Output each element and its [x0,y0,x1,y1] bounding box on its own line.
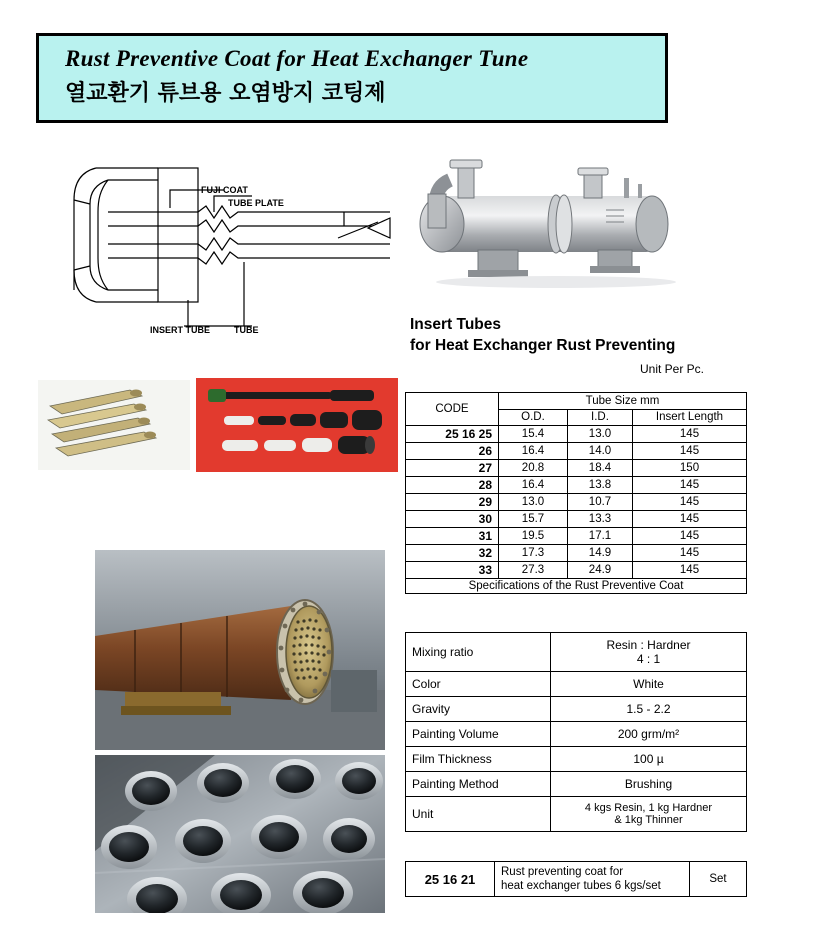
cell-id: 13.3 [568,511,633,528]
spec-caption: Specifications of the Rust Preventive Coat [406,579,747,594]
table-row [406,494,747,511]
photo-tube-bundle [95,550,385,750]
cell-length: 145 [633,511,747,528]
spec-value: White [551,672,747,697]
header-od: O.D. [499,409,568,426]
header-code: CODE [406,393,499,426]
cell-length: 145 [633,562,747,579]
cell-length: 145 [633,528,747,545]
cell-id: 14.9 [568,545,633,562]
table-caption-row [406,579,747,594]
cell-code: 29 [406,494,499,511]
cell-id: 10.7 [568,494,633,511]
title-banner [36,33,668,123]
page-title-korean: 열교환기 튜브용 오염방지 코팅제 [65,81,386,106]
table-row [406,772,747,797]
cell-length: 150 [633,460,747,477]
cell-od: 16.4 [499,443,568,460]
spec-value: 1.5 - 2.2 [551,697,747,722]
table-header-row [406,393,747,410]
order-description-line1: Rust preventing coat for [501,866,624,878]
spec-value [551,797,747,832]
order-code-table [405,861,747,897]
cell-id: 13.0 [568,426,633,443]
spec-value-line2: 4 : 1 [636,652,661,666]
table-row [406,862,747,897]
cell-od: 19.5 [499,528,568,545]
spec-key: Painting Method [406,772,551,797]
table-row [406,460,747,477]
diagram-label-tube: TUBE [234,325,259,335]
diagram-label-fuji-coat: FUJI COAT [201,185,248,195]
table-row [406,545,747,562]
photo-insert-tubes-samples [38,380,190,470]
order-description [495,862,690,897]
cell-code: 31 [406,528,499,545]
photo-tube-set-on-red [196,378,398,472]
cell-length: 145 [633,545,747,562]
cell-id: 17.1 [568,528,633,545]
spec-value-line1: 4 kgs Resin, 1 kg Hardner [584,802,713,814]
photo-heat-exchanger-vessel [406,150,701,305]
cell-length: 145 [633,443,747,460]
unit-per-pc-label: Unit Per Pc. [640,362,705,376]
spec-key: Unit [406,797,551,832]
cell-id: 14.0 [568,443,633,460]
photo-tube-sheet-closeup [95,755,385,913]
table-row [406,722,747,747]
table-row [406,697,747,722]
spec-key: Color [406,672,551,697]
cell-od: 13.0 [499,494,568,511]
table-row [406,511,747,528]
cell-od: 15.4 [499,426,568,443]
order-unit: Set [690,862,747,897]
cell-code: 25 16 25 [406,426,499,443]
table-row [406,477,747,494]
order-description-line2: heat exchanger tubes 6 kgs/set [501,880,661,892]
spec-key: Mixing ratio [406,633,551,672]
order-code: 25 16 21 [406,862,495,897]
spec-value: 200 grm/m² [551,722,747,747]
cell-od: 27.3 [499,562,568,579]
cell-id: 24.9 [568,562,633,579]
page-title-english: Rust Preventive Coat for Heat Exchanger Tune [65,46,529,71]
table-row [406,528,747,545]
header-id: I.D. [568,409,633,426]
header-insert-length: Insert Length [633,409,747,426]
table-row [406,672,747,697]
cell-code: 32 [406,545,499,562]
cell-od: 20.8 [499,460,568,477]
tube-code-table [405,392,747,594]
spec-key: Painting Volume [406,722,551,747]
spec-value-line1: Resin : Hardner [606,638,691,652]
spec-value-line2: & 1kg Thinner [614,814,683,826]
specification-table [405,632,747,832]
cell-od: 17.3 [499,545,568,562]
cell-code: 28 [406,477,499,494]
cell-id: 18.4 [568,460,633,477]
spec-value [551,633,747,672]
spec-key: Gravity [406,697,551,722]
header-tube-size: Tube Size mm [499,393,747,410]
table-row [406,562,747,579]
table-row [406,443,747,460]
cell-length: 145 [633,426,747,443]
cell-length: 145 [633,477,747,494]
insert-tubes-heading-line1: Insert Tubes [410,316,502,333]
cell-code: 30 [406,511,499,528]
tube-joint-diagram [38,150,398,375]
spec-key: Film Thickness [406,747,551,772]
cell-code: 27 [406,460,499,477]
cell-code: 26 [406,443,499,460]
cell-length: 145 [633,494,747,511]
cell-od: 15.7 [499,511,568,528]
spec-value: 100 µ [551,747,747,772]
table-row [406,797,747,832]
diagram-label-tube-plate: TUBE PLATE [228,198,284,208]
table-row [406,426,747,443]
cell-code: 33 [406,562,499,579]
insert-tubes-heading-line2: for Heat Exchanger Rust Preventing [410,337,676,354]
table-row [406,633,747,672]
spec-value: Brushing [551,772,747,797]
insert-tubes-heading [410,314,740,356]
diagram-label-insert-tube: INSERT TUBE [150,325,211,335]
table-row [406,747,747,772]
cell-od: 16.4 [499,477,568,494]
cell-id: 13.8 [568,477,633,494]
